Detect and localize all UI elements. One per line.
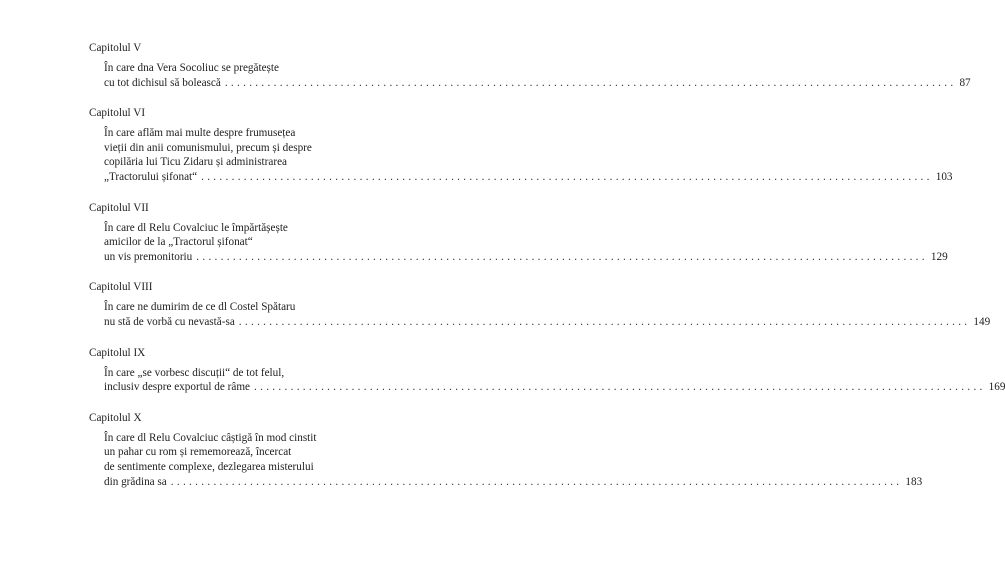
toc-leader-row: [104, 250, 948, 265]
chapter-description: [89, 431, 923, 489]
chapter-title: Capitolul X: [89, 411, 142, 424]
toc-chapter: [89, 41, 971, 90]
page-number: 103: [935, 170, 953, 183]
toc-chapter: [89, 201, 948, 265]
chapter-title: Capitolul V: [89, 42, 142, 54]
leader-dots: ........................................................................................................................: [254, 381, 986, 394]
description-line: un pahar cu rom și rememorează, încercat: [104, 446, 292, 459]
description-line: În care aflăm mai multe despre frumusețea: [104, 127, 296, 140]
chapter-description: [89, 61, 971, 90]
description-line: cu tot dichisul să bolească: [104, 76, 221, 89]
toc-chapter: [89, 280, 991, 329]
leader-dots: ........................................................................................................................: [170, 475, 903, 488]
chapter-description: [89, 126, 953, 184]
chapter-description: [89, 221, 948, 265]
description-line: de sentimente complexe, dezlegarea misterului: [104, 460, 314, 473]
description-line: nu stă de vorbă cu nevastă-sa: [104, 315, 235, 328]
table-of-contents: [89, 41, 1005, 505]
toc-chapter: [89, 346, 1005, 395]
page-number: 169: [988, 381, 1005, 394]
description-line: amicilor de la „Tractorul șifonat“: [104, 236, 253, 249]
chapter-title: Capitolul VI: [89, 107, 146, 120]
description-line: „Tractorului șifonat“: [104, 170, 198, 183]
toc-leader-row: [104, 475, 923, 490]
page-number: 87: [959, 76, 971, 89]
description-line: În care dl Relu Covalciuc câștigă în mod cinstit: [104, 431, 317, 444]
leader-dots: ........................................................................................................................: [238, 315, 971, 328]
page-number: 183: [905, 475, 923, 488]
leader-dots: ........................................................................................................................: [201, 170, 933, 183]
toc-leader-row: [104, 76, 971, 91]
toc-chapter: [89, 411, 923, 489]
toc-leader-row: [104, 170, 953, 185]
description-line: În care „se vorbesc discuții“ de tot felul,: [104, 366, 285, 379]
description-line: vieții din anii comunismului, precum și despre: [104, 141, 312, 154]
description-line: inclusiv despre exportul de râme: [104, 381, 251, 394]
toc-chapter: [89, 106, 953, 184]
toc-leader-row: [104, 315, 991, 330]
page-number: 149: [973, 315, 991, 328]
chapter-title: Capitolul IX: [89, 346, 146, 359]
page-number: 129: [930, 250, 948, 263]
description-line: copilăria lui Ticu Zidaru și administrarea: [104, 156, 287, 169]
chapter-description: [89, 300, 991, 329]
description-line: În care ne dumirim de ce dl Costel Spătaru: [104, 301, 296, 314]
chapter-description: [89, 366, 1005, 395]
description-line: În care dl Relu Covalciuc le împărtășește: [104, 221, 288, 234]
chapter-title: Capitolul VII: [89, 201, 149, 214]
description-line: din grădina sa: [104, 475, 167, 488]
description-line: În care dna Vera Socoliuc se pregătește: [104, 62, 279, 74]
description-line: un vis premonitoriu: [104, 250, 193, 263]
leader-dots: ........................................................................................................................: [224, 76, 957, 89]
toc-leader-row: [104, 380, 1005, 395]
leader-dots: ........................................................................................................................: [196, 250, 928, 263]
chapter-title: Capitolul VIII: [89, 281, 153, 294]
